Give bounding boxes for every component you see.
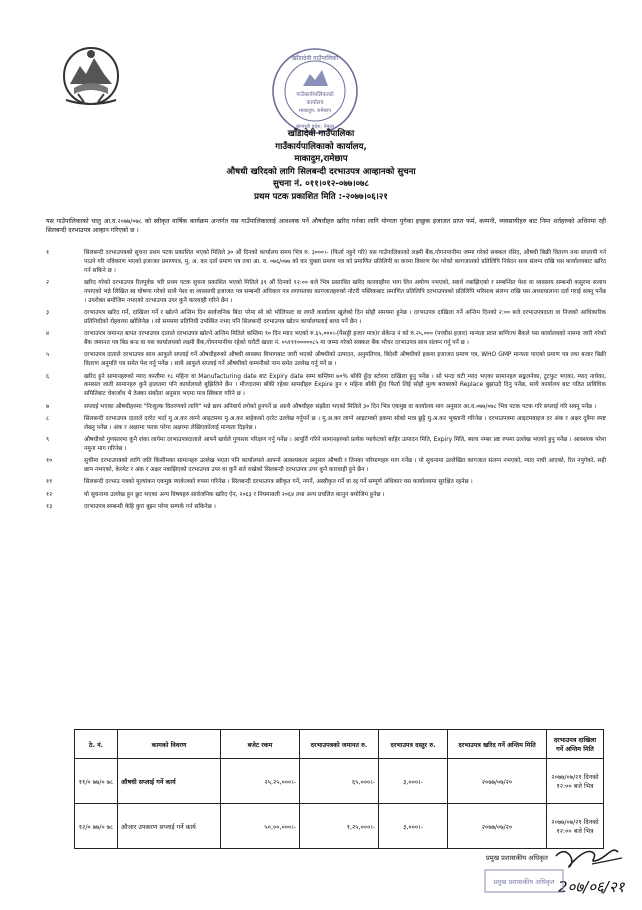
th-budget: बजेट रकम — [221, 730, 300, 759]
condition-item — [46, 309, 606, 327]
cell-buy-date: २०७७/०७/२० — [448, 759, 547, 804]
condition-text: सप्लाई भएका औषधीहरुमा "निःशुल्क वितरणको लागि" भन्ने छाप अनिवार्य लगेको हुनपर्ने छ ।साथै औषधीहरु संझौता भएको मितिले ३० दिन भित्र एकमुष्ठ वा कार्यालय माग अनुसार आ.व.०७७/०७८ भित्र पटक पटक गरि सप्लाई गरि सक्नु पर्नेछ । — [84, 403, 597, 410]
condition-number: ६ — [46, 373, 50, 380]
th-fee: दरभाउपत्र दस्तुर रु. — [379, 730, 448, 759]
cell-fee: ३,०००।- — [379, 759, 448, 804]
signature-date: 2०७/०६/२१ — [558, 878, 625, 896]
condition-number: ११ — [46, 479, 53, 486]
seal-line-3: कार्यालय — [306, 100, 324, 106]
office-address: माकादुम,रामेछाप — [294, 154, 348, 164]
seal-line-4: माकादुम, रामेछाप — [298, 108, 332, 114]
condition-item — [46, 351, 606, 369]
condition-number: ४ — [46, 331, 50, 338]
condition-number: १० — [46, 458, 53, 465]
condition-number: १ — [46, 250, 50, 256]
handwritten-signature-icon — [552, 838, 632, 900]
cell-budget: २५,२५,०००।- — [221, 759, 300, 804]
th-buy-date: दरभाउपत्र खरिद गर्ने अन्तिम मिति — [448, 730, 547, 759]
tender-table — [74, 729, 604, 849]
conditions-list — [46, 249, 606, 516]
condition-number: ३ — [46, 309, 50, 316]
condition-item — [46, 478, 606, 487]
cell-fee: ३,०००।- — [379, 804, 448, 849]
th-submit-date: दरभाउपत्र दाखिला गर्ने अन्तिम मिति — [547, 730, 604, 759]
condition-item — [46, 373, 606, 399]
cell-submit-date: २०७७/०७/२१ दिनको १२:०० बजे भित्र — [547, 804, 604, 849]
condition-item — [46, 279, 606, 305]
seal-line-2: गाउँकार्यपालिकाको — [296, 92, 334, 98]
nepal-emblem-icon — [56, 44, 126, 110]
notice-title: औषधी खरिदको लागि सिलबन्दी दरभाउपत्र आव्हानको सुचना — [226, 166, 416, 177]
condition-text: दरभाउपत्र जमानत बापत दरभाउपत्र दाताले दरभाउपत्र खोल्ने अन्तिम मितिले कम्तिमा ९० दिन म्याद भएको रु.६५,०००।-(पैसठ्ठी हजार मात्र)र सेकेन्ड नं को रु.२५,००० (पच्चीस हजार) मान्यता प्राप्त बाणिज्य बैंकले यस कार्यालयको नाममा जारी गरेको बैंक जमानत पत्र बिड बन्ड वा यस कार्यालयको लक्ष्मी बैंक,गोगनपानीमा रहेको धरौटी खाता नं. ०५१११०००००८५ मा जम्मा गरेको सक्कल बैंक भौचर दरभाउपत्र साथ संलग्न गर्नु पर्ने छ । — [84, 331, 606, 346]
condition-item — [46, 330, 606, 348]
th-security: दरभाउपत्रको जमानत रु. — [300, 730, 379, 759]
condition-item — [46, 457, 606, 475]
notice-header — [0, 128, 642, 203]
intro-paragraph: यस गाउँपालिकाको चालु आ.व.२०७७/०७८ को स्वीकृत वार्षिक कार्यक्रम अन्तर्गत यस गाउँपालिकालाई आवश्यक पर्ने औषधीहरु खरिद गर्नका लागि योग्यता पुगेका इच्छुक इजाजत प्राप्त फर्म, कम्पनी, व्यवसायीहरु बाट निम्न शर्तहरुको अधिनमा रही सिलबन्दी दरभाउपत्र आव्हान गरिएको छ । — [46, 218, 606, 235]
seal-line-1: खाँडादेवी गाउँपालिका — [291, 55, 339, 62]
bottom-stamp-icon — [484, 866, 564, 896]
condition-number: ७ — [46, 403, 50, 410]
condition-text: यो सुचनामा उल्लेख हुन छुट भएका अन्य विषयहरु सार्वजनिक खरिद ऐन, २०६३ र नियमावली २०६४ तथा अन्य प्रचलित कानुन बमोजिम हुनेछ । — [84, 491, 385, 498]
condition-text: सिलबन्दी दरभाउपत्र दाताले दररेट भर्दा मु.अ.कर लाग्ने आइटममा मु.अ.कर बाहेकको दररेट उल्लेख गर्नुपर्ने छ । मु.अ.कर लाग्ने आइटमको हकमा सोको मात्र छुट्टै मु.अ.कर भुक्तानी गरिनेछ । दरभाउपत्रमा आइटमवाइज दर अंक र अक्षर दुवैमा स्पष्ट लेख्नु पर्नेछ । अंक र अक्षरमा फरक परेमा अक्षरमा लेखिएकोलाई मान्यता दिइनेछ । — [84, 415, 606, 431]
cell-no: १२/० ७७/० ७८ — [75, 804, 118, 849]
condition-number: ५ — [46, 352, 50, 359]
office-name: खाँडादेवी गाउँपालिका — [287, 129, 355, 139]
condition-text: सिलबन्दी दरभाउपत्रको सुचना प्रथम पटक प्रकाशित भएको मितिले ३० औं दिनको कार्यालय समय भित्र रु. ३०००।- (फिर्ता नहुने गरि) यस गाउँपालिकाको लक्ष्मी बैंक,गोगनपानीमा जम्मा गरेको सक्कल रसिद, औषधी बिक्री वितरण तथा सप्लायी गर्न पाउने गरि नविकरण भएको इजाजत प्रमाणपत्र, मु. अ. कर दर्ता प्रमाण पत्र तथा आ. व. ०७६/०७७ को कर चुक्ता प्रमाण पत्र को प्रमाणित प्रतिलिपी वा करमा विवरण पेश गरेको कागजातको प्रतिलिपि निवेदन साथ संलग्न राखि यस कार्यालयबाट खरिद गर्न सकिने छ । — [84, 250, 606, 274]
condition-number: ९ — [46, 437, 50, 444]
cell-desc: औषधी सप्लाई गर्ने कार्य — [118, 759, 221, 804]
notice-number: सुचना नं. ०११।०१२-०७७।०७८ — [273, 179, 369, 189]
cell-no: ११/० ७७/० ७८ — [75, 759, 118, 804]
condition-number: १२ — [46, 491, 53, 498]
cell-desc: औजार उपकरण सप्लाई गर्ने कार्य — [118, 804, 221, 849]
condition-item — [46, 503, 606, 512]
condition-item — [46, 491, 606, 500]
cell-budget: ५०,००,०००।- — [221, 804, 300, 849]
cell-submit-date: २०७७/०७/२१ दिनको १२:०० बजे भित्र — [547, 759, 604, 804]
condition-text: खरिद हुने सामानहरुको म्याद कम्तीमा १८ महिना वा Manufacturing date बाट Expiry date सम्म कम्तिमा ७०% बाँकी हुँदा स्टोरमा दाखिला हुनु पर्नेछ । सो भन्दा घटी म्याद भएका सामानहरु सङ्कलनेका, टुटफुट भएका, म्याद नाघेका, कमसल जाती सामानहरु कुनै हालतमा पनि कार्यालयले बुझिलिने छैन । मौज्दातमा बाँकी रहेका सामग्रीहरु Expire हुन १ महिना बाँकी हुँदा फिर्ता लिई सोही मुल्य बराबरको Replace बुझाउदै दिनु पर्नेछ, साथै कार्यालय बाट गठित प्राविधिक समितिबाट चेकजाँच भै ठेक्का संकौता अनुसार भएमा मात्र स्विकार गरिने छ । — [84, 373, 606, 398]
cell-security: ६५,०००।- — [300, 759, 379, 804]
condition-number: १३ — [46, 504, 53, 511]
office-sub: गाउँकार्यपालिकाको कार्यालय, — [275, 141, 367, 152]
condition-number: २ — [46, 279, 50, 286]
condition-item — [46, 436, 606, 454]
bottom-stamp-text: प्रमुख प्रशासकीय अधिकृत — [493, 878, 555, 886]
condition-text: सिलबन्दी दरभाउ पत्रको मूल्यांकन एकमुष्ठ प्याकेजको रुपमा गरिनेछ । सिलबन्दी दरभाउपत्र स्वीकृत गर्ने, नगर्ने, अस्वीकृत गर्ने वा रद्द गर्ने सम्पूर्ण अधिकार यस कार्यालयमा सुरक्षित रहनेछ । — [84, 479, 473, 486]
condition-text: सुचीमा दरभाउपत्रको लागि जति किसीमका सामानहरु उल्लेख भएता पनि कार्यालयले आफ्नो आवश्यकता अनुसार औषधी र तिनका परिमाणहरु माग गर्नेछ । यो सुचनामा उल्लेखित कागजात संलग्न नभएको, म्याद नाघी आएको, रित नपुगेको, सही छाप नभएको, केरमेट र अंक र अक्षर नबाझिएको दरभाउपत्र उपर वा कुनै शर्त राखेको सिलबन्दी दरभाउपत्र उपर कुनै कारवाही हुने छैन । — [84, 458, 606, 474]
th-no: ठे. नं. — [75, 730, 118, 759]
condition-number: ८ — [46, 415, 50, 422]
condition-text: औषधीको गुणस्तरमा कुनै शंका लागेमा दरभाउपत्रदाताले आफ्नै खर्चले गुणस्तर परिक्षण गर्नु पर्नेछ । आपूर्ति गरिने सामानहरुको प्रत्येक प्याकेटको बाहिर उत्पादन मिति, Expiry मिति, ब्याच नम्बर प्रष्ट रुपमा उल्लेख भएको हुनु पर्नेछ । आवश्यक परेमा नमुना माग गरिनेछ । — [84, 437, 606, 452]
table-row — [75, 759, 604, 804]
condition-text: दरभाउपत्र खरिद गर्ने, दाखिला गर्ने र खोल्ने अन्तिम दिन सार्वजनिक बिदा परेमा सो को भोलिपल्ट वा लगतै कार्यालय खुलेको दिन सोही समयमा हुनेछ । दरभाउपत्र दाखिला गर्ने अन्तिम दिनको २:०० बजे दरभाउपत्रदाता वा निजको आधिकारिक प्रतिनिधीको रोहवरमा खोलिनेछ । सो समयमा प्रतिनिधी उपस्थित नभए पनि सिलबन्दी दरभाउपत्र खोल्न कार्यालयलाई बाधा पर्ने छैन । — [84, 309, 606, 325]
condition-item — [46, 415, 606, 433]
seal-line-5: बागमती प्रदेश, नेपाल — [295, 124, 335, 130]
condition-text: दरभाउपत्र दाताले दरभाउपत्र साथ आफुले सप्लाई गर्ने औषधीहरुको औषधी व्यवस्था विभागबाट जारी भएको औषधीको उत्पादन, अनुमतिपत्र, बिदेशी औषधीको हकमा इजाजत प्रमाण पत्र, WHO GMP मान्यता पाएको प्रमाण पत्र तथा बजार बिक्री वितरण अनुमति पत्र समेत पेश गर्नु पर्नेछ । साथै आफुले सप्लाई गर्ने औषधीको कम्पनीको नाम समेत उल्लेख गर्नु पर्ने छ । — [84, 352, 606, 368]
th-desc: कामको विवरण — [118, 730, 221, 759]
condition-item — [46, 403, 606, 412]
condition-text: खरिद गरेको दरभाउपत्र रितपुर्वक भरि प्रथम पटक सुचना प्रकाशित भएको मितिले ३१ औं दिनको १२:०० बजे भित्र प्रस्तावित खरिद कारवाहीमा भाग लिन अयोग्य नभएको, स्वार्थ नबाझिएको र सम्बन्धित पेशा वा व्यवसाय सम्बन्धी कसुरमा सजाय नपाएको भन्ने लिखित स्व घोषणा गरेको साथै पेशा वा व्यवसायी इजाजत पत्र सम्बन्धी अधिकार पत्र लगायतका कागजातहरुको नोटरी पब्लिकबाट प्रमाणित प्रतिलिपि दरभाउपत्रको प्रतिलिपि भरिसाथ संलग्न राखि यस अध्यायालाना दर्ता गराई सक्नु पर्नेछ । उपरोक्त बमोजिम नभएको दरभाउपत्र उपर कुनै कारवाही गरिने छैन । — [84, 279, 606, 304]
cell-security: १,२५,०००।- — [300, 804, 379, 849]
office-seal-icon — [270, 46, 360, 136]
table-header-row — [75, 730, 604, 759]
cell-buy-date: २०७७/०७/२० — [448, 804, 547, 849]
signatory-title: प्रमुख प्रशासकीय अधिकृत — [486, 854, 548, 862]
condition-text: दरभाउपत्र सम्बन्धी केहि कुरा बुझ्न परेमा सम्पर्क गर्न सकिनेछ । — [84, 504, 216, 511]
publish-date: प्रथम पटक प्रकाशित मिति :-२०७७।०६।२१ — [254, 191, 388, 202]
condition-item — [46, 249, 606, 275]
table-row — [75, 804, 604, 849]
